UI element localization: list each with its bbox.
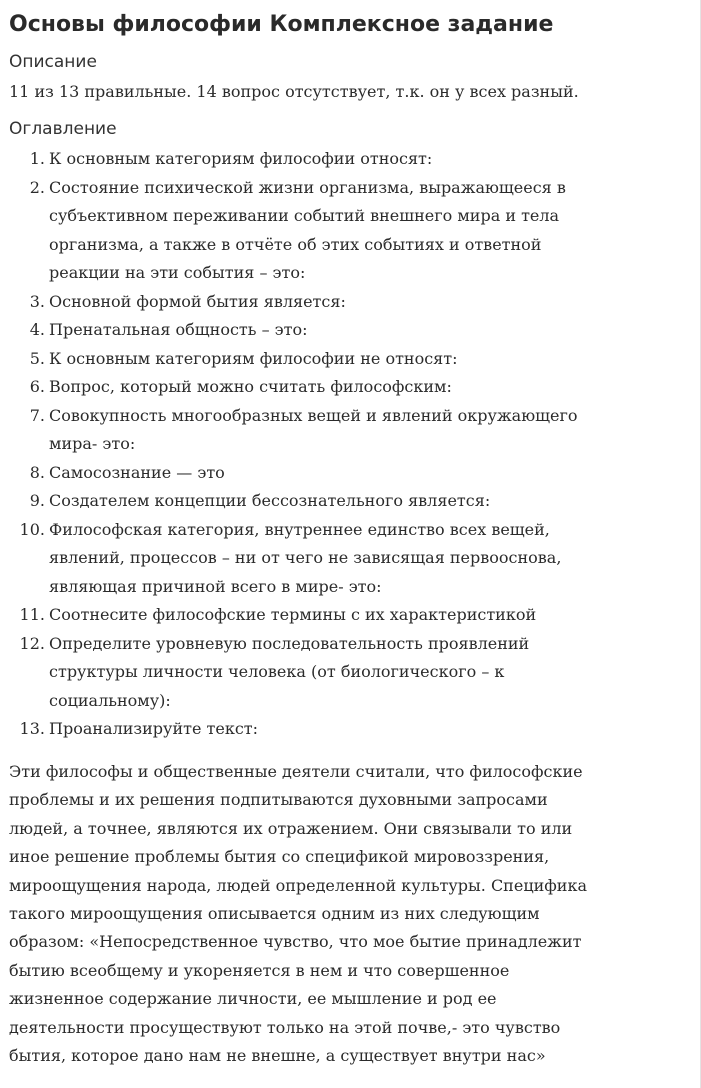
toc-item-number: 2. [29,177,45,197]
toc-item-line: Самосознание — это [49,462,225,482]
toc-item-line: Вопрос, который можно считать философским: [49,377,452,396]
table-of-contents [0,145,690,744]
toc-item[interactable] [0,288,690,317]
passage-line: деятельности просуществуют только на этой почве,- это чувство [9,1017,561,1037]
toc-item-number: 1. [29,149,45,168]
toc-item[interactable] [0,487,690,516]
toc-item[interactable] [0,516,690,602]
toc-item-label [49,373,690,402]
toc-item-label [49,174,690,288]
toc-label: Оглавление [9,119,117,139]
toc-item[interactable] [0,630,690,716]
toc-item-number: 13. [19,719,45,738]
toc-item-line: Проанализируйте текст: [49,719,259,738]
toc-item-line: являющая причиной всего в мире- это: [49,576,382,596]
passage-line: образом: «Непосредственное чувство, что мое бытие принадлежит [9,932,582,952]
toc-item-line: Пренатальная общность – это: [49,320,308,339]
toc-item-number: 12. [19,633,45,653]
passage-line: бытия, которое дано нам не внешне, а существует внутри нас» [9,1046,546,1066]
toc-item-number: 7. [29,405,45,425]
toc-item-label [49,516,690,602]
toc-item-label [49,487,690,516]
toc-item-label [49,601,690,630]
toc-item-number: 8. [29,462,45,482]
toc-item-line: субъективном переживании событий внешнего мира и тела [49,206,560,225]
toc-item[interactable] [0,459,690,488]
toc-item-line: явлений, процессов – ни от чего не зависящая первооснова, [49,548,562,567]
toc-item-line: Определите уровневую последовательность проявлений [49,633,530,653]
toc-item-line: К основным категориям философии не относят: [49,348,458,368]
toc-item-number: 10. [19,519,45,539]
toc-item-number: 3. [29,291,45,311]
passage-line: бытию всеобщему и укореняется в нем и что совершенное [9,960,510,980]
toc-item-line: Совокупность многообразных вещей и явлений окружающего [49,405,578,425]
passage-text [9,758,685,1070]
toc-item-label [49,345,690,374]
passage-line: людей, а точнее, являются их отражением. Они связывали то или [9,818,573,838]
passage-line: мироощущения народа, людей определенной культуры. Специфика [9,875,587,895]
toc-item-label [49,316,690,345]
toc-item-line: структуры личности человека (от биологического – к [49,662,505,681]
toc-item-number: 11. [19,605,45,624]
passage-line: жизненное содержание личности, ее мышление и род ее [9,989,497,1009]
toc-item-label [49,288,690,317]
toc-item[interactable] [0,373,690,402]
passage-line: такого мироощущения описывается одним из них следующим [9,904,540,924]
toc-item-number: 9. [29,491,45,510]
toc-item-line: Основной формой бытия является: [49,291,346,311]
passage-line: проблемы и их решения подпитываются духовными запросами [9,790,548,810]
toc-item-label [49,715,690,744]
toc-item-label [49,402,690,459]
toc-item-label [49,145,690,174]
toc-item-number: 4. [29,320,45,339]
description-label: Описание [9,52,97,72]
toc-item[interactable] [0,316,690,345]
page-title: Основы философии Комплексное задание [9,12,554,37]
toc-item-number: 6. [29,377,45,396]
passage-line: иное решение проблемы бытия со спецификой мировоззрения, [9,847,550,867]
toc-item-line: Создателем концепции бессознательного является: [49,491,491,510]
passage-line: Эти философы и общественные деятели считали, что философские [9,762,583,781]
toc-item-line: Философская категория, внутреннее единство всех вещей, [49,519,550,539]
toc-item[interactable] [0,345,690,374]
toc-item[interactable] [0,402,690,459]
description-text: 11 из 13 правильные. 14 вопрос отсутствует, т.к. он у всех разный. [9,82,579,101]
toc-item-line: реакции на эти события – это: [49,263,306,282]
toc-item-line: мира- это: [49,434,136,453]
toc-item[interactable] [0,601,690,630]
toc-item-line: Состояние психической жизни организма, выражающееся в [49,177,566,197]
toc-item-line: К основным категориям философии относят: [49,149,433,168]
toc-item-line: Соотнесите философские термины с их характеристикой [49,605,537,624]
toc-item[interactable] [0,145,690,174]
toc-item-label [49,459,690,488]
toc-item-number: 5. [29,348,45,368]
toc-item[interactable] [0,715,690,744]
toc-item[interactable] [0,174,690,288]
toc-item-line: социальному): [49,690,171,710]
toc-item-line: организма, а также в отчёте об этих событиях и ответной [49,234,542,254]
toc-item-label [49,630,690,716]
